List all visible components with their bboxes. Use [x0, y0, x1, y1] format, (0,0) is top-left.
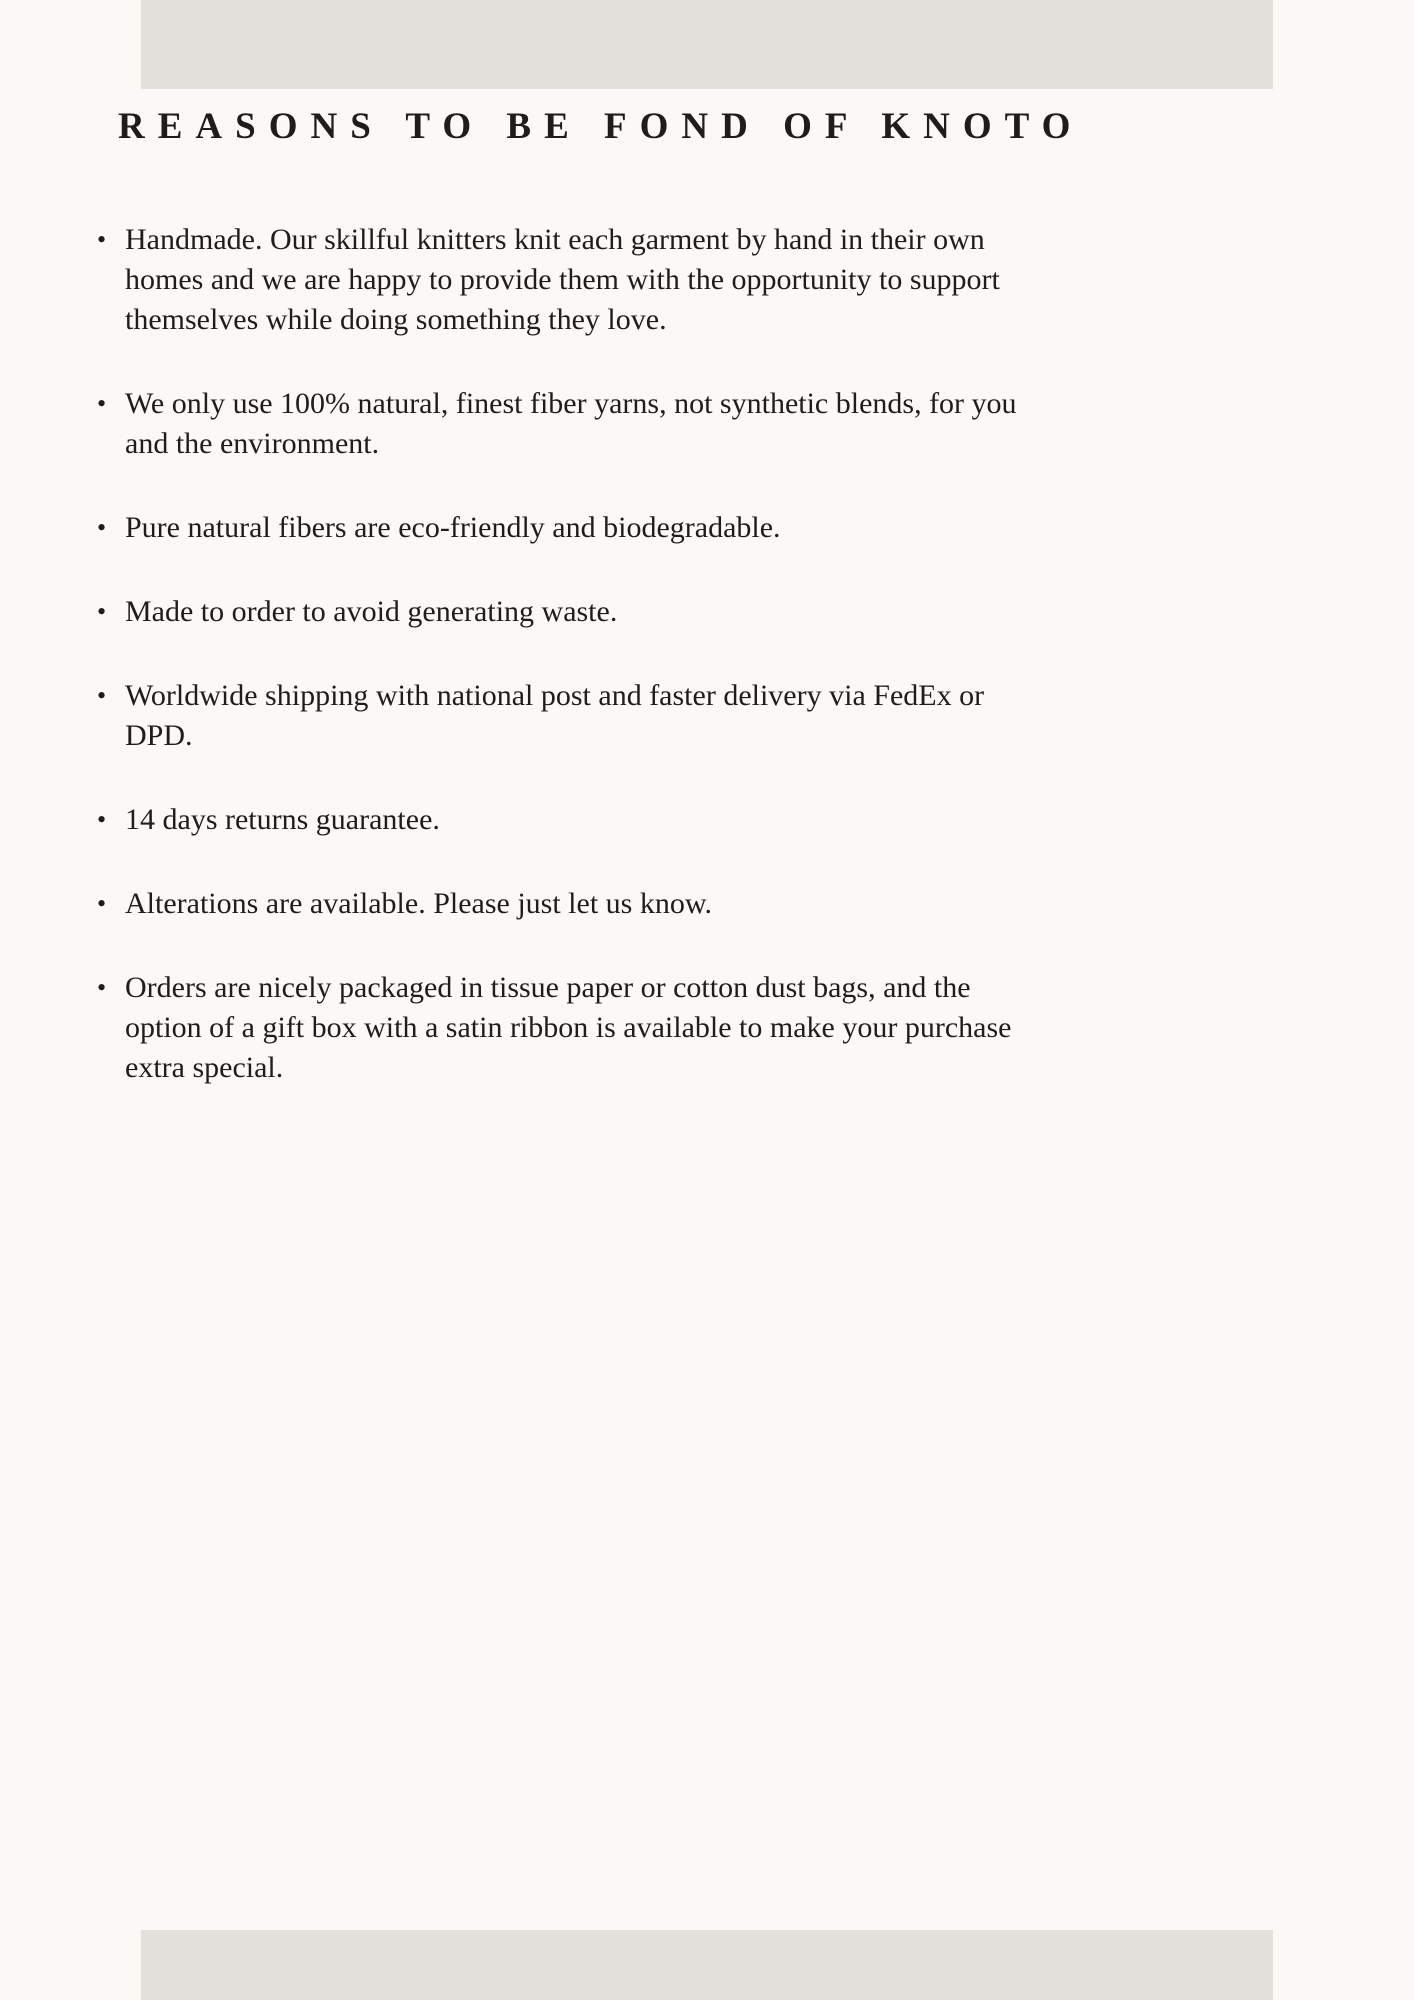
bullet-icon: • [97, 513, 107, 542]
list-item-text: Worldwide shipping with national post and faster delivery via FedEx or DPD. [125, 679, 985, 752]
list-item-text: Alterations are available. Please just let us know. [125, 887, 713, 920]
list-item [97, 384, 1057, 464]
reasons-list [97, 220, 1057, 1132]
list-item-text: 14 days returns guarantee. [125, 803, 440, 836]
bullet-icon: • [97, 973, 107, 1002]
bullet-icon: • [97, 681, 107, 710]
list-item-text: Made to order to avoid generating waste. [125, 595, 618, 628]
bullet-icon: • [97, 389, 107, 418]
list-item-text: Pure natural fibers are eco-friendly and biodegradable. [125, 511, 781, 544]
list-item [97, 968, 1057, 1088]
list-item [97, 884, 1057, 924]
list-item-text: Orders are nicely packaged in tissue paper or cotton dust bags, and the option of a gift box with a satin ribbon is available to make your purchase extra special. [125, 971, 1012, 1084]
list-item [97, 592, 1057, 632]
top-band [141, 0, 1273, 89]
bullet-icon: • [97, 889, 107, 918]
list-item-text: We only use 100% natural, finest fiber yarns, not synthetic blends, for you and the environment. [125, 387, 1017, 460]
list-item [97, 508, 1057, 548]
list-item [97, 800, 1057, 840]
list-item [97, 676, 1057, 756]
bottom-band [141, 1930, 1273, 2000]
bullet-icon: • [97, 597, 107, 626]
page-title: REASONS TO BE FOND OF KNOTO [118, 106, 1084, 147]
bullet-icon: • [97, 805, 107, 834]
list-item-text: Handmade. Our skillful knitters knit each garment by hand in their own homes and we are happy to provide them with the opportunity to support themselves while doing something they love. [125, 223, 1000, 336]
list-item [97, 220, 1057, 340]
bullet-icon: • [97, 225, 107, 254]
